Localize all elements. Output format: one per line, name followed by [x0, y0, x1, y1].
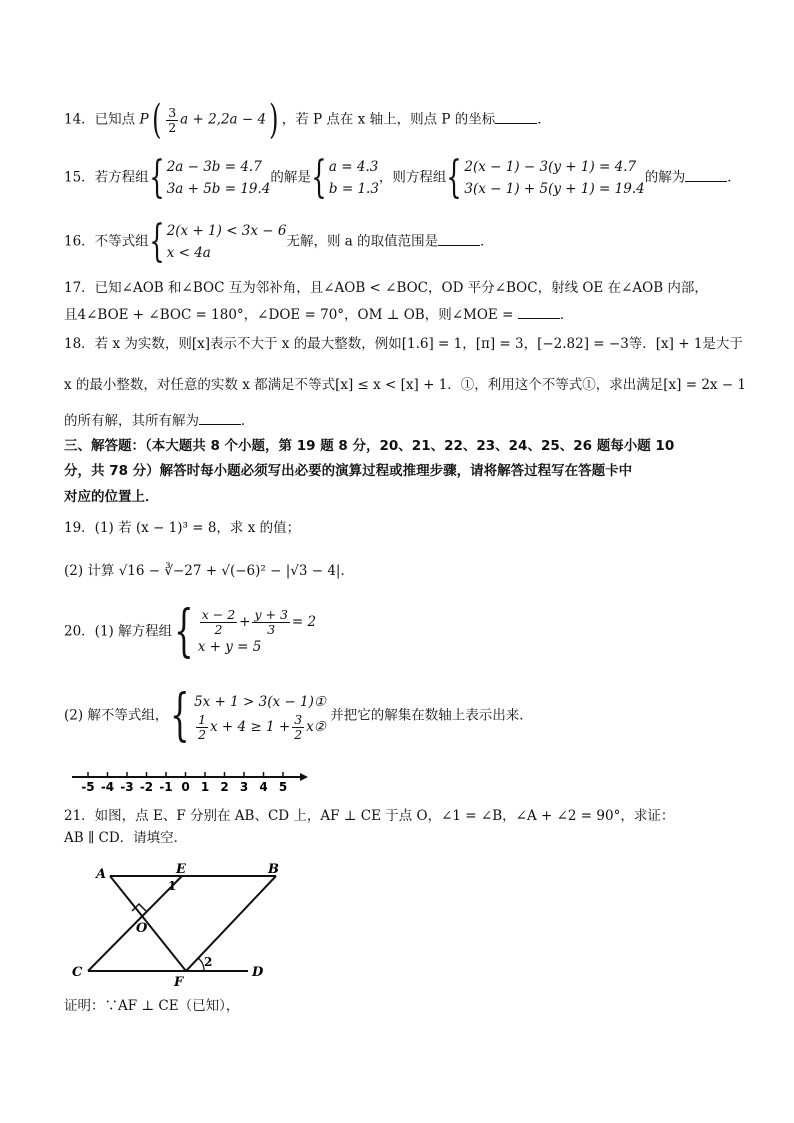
q16-tail: 无解，则 a 的取值范围是 [286, 233, 439, 250]
question-18-line-2: x 的最小整数，对任意的实数 x 都满足不等式[x] ≤ x < [x] + 1．①，利用这个不等式①，求出满足[x] = 2x − 1 [64, 377, 747, 393]
brace: { [174, 599, 194, 664]
q16-system: 2(x + 1) < 3x − 6 x < 4a [166, 223, 287, 261]
arrow-icon [300, 773, 308, 781]
answer-blank[interactable] [199, 410, 241, 425]
answer-blank[interactable] [495, 109, 537, 124]
label-A: A [96, 867, 107, 882]
q14-tail: ，若 P 点在 x 轴上，则点 P 的坐标 [281, 111, 496, 128]
question-19-part-1: 19．(1) 若 (x − 1)³ = 8，求 x 的值； [64, 520, 301, 536]
label-C: C [72, 965, 83, 980]
q15-label: 15．若方程组 [64, 169, 149, 186]
q15-solution: a = 4.3 b = 1.3 [328, 159, 379, 197]
number-line [72, 764, 312, 794]
section-3-line-2: 分，共 78 分）解答时每小题必须写出必要的演算过程或推理步骤，请将解答过程写在答题卡中 [64, 463, 633, 479]
label-O: O [136, 921, 148, 936]
fraction-3-2: $\frac{3}{2}$ [168, 104, 177, 135]
q14-label: 14．已知点 [64, 111, 136, 128]
question-17-line-2: 且4∠BOE + ∠BOC = 180°，∠DOE = 70°，OM ⊥ OB，则∠MOE = ． [64, 304, 573, 324]
proof-line-1: 证明：∵AF ⊥ CE（已知）， [64, 998, 240, 1014]
question-21-line-1: 21．如图，点 E、F 分别在 AB、CD 上，AF ⊥ CE 于点 O，∠1 = ∠B，∠A + ∠2 = 90°，求证： [64, 808, 675, 824]
q16-end: ． [480, 233, 494, 250]
left-paren: ( [151, 97, 162, 143]
number-line-label: 5 [278, 780, 288, 794]
q14-coords: a + 2,2a − 4 [180, 111, 267, 128]
answer-blank[interactable] [438, 231, 480, 246]
q15-tail: 的解为 [644, 169, 686, 186]
question-19-part-2: (2) 计算 √16 − ∛−27 + √(−6)² − |√3 − 4|． [64, 563, 354, 579]
number-line-label: -4 [100, 780, 115, 794]
segment-FB [186, 876, 276, 971]
question-17-line-1: 17．已知∠AOB 和∠BOC 互为邻补角，且∠AOB < ∠BOC，OD 平分∠BOC，射线 OE 在∠AOB 内部， [64, 280, 708, 296]
number-line-label: -5 [81, 780, 95, 794]
q20-p2-label: (2) 解不等式组， [64, 707, 169, 724]
number-line-label: -2 [139, 780, 154, 794]
brace: { [311, 152, 327, 203]
q15-mid: 的解是 [270, 169, 311, 186]
q14-end: ． [537, 111, 551, 128]
label-2: 2 [204, 955, 213, 969]
number-line-label: 0 [181, 780, 190, 794]
section-3-line-3: 对应的位置上． [64, 489, 159, 505]
q14-P: P [139, 111, 149, 128]
q20-inequalities: 5x + 1 > 3(x − 1)① $\frac{1}{2}$ x + 4 ≥ 1 + $\frac{3}{2}$ x② [194, 693, 326, 742]
label-1: 1 [168, 879, 177, 893]
question-15 [64, 152, 741, 203]
answer-blank[interactable] [518, 304, 560, 319]
label-F: F [174, 975, 184, 988]
geometry-figure [66, 858, 296, 988]
label-B: B [268, 862, 279, 877]
label-D: D [252, 965, 264, 980]
question-16 [64, 216, 494, 267]
brace: { [446, 152, 463, 203]
number-line-label: -1 [159, 780, 173, 794]
question-21-line-2: AB ∥ CD．请填空． [64, 830, 188, 846]
brace: { [148, 216, 165, 267]
label-E: E [176, 862, 186, 877]
question-18-line-1: 18．若 x 为实数，则[x]表示不大于 x 的最大整数，例如[1.6] = 1，[π] = 3，[−2.82] = −3等．[x] + 1是大于 [64, 336, 743, 352]
question-18-line-3: 的所有解，其所有解为 ． [64, 410, 255, 430]
q20-p1-label: 20．(1) 解方程组 [64, 623, 173, 640]
number-line-label: 3 [239, 780, 249, 794]
q16-label: 16．不等式组 [64, 233, 149, 250]
right-paren: ) [269, 97, 279, 143]
question-20-part-1 [64, 599, 317, 664]
number-line-label: 2 [220, 780, 229, 794]
q20-system: $\frac{x - 2}{2}$ + $\frac{y + 3}{3}$ = 2 x + y = 5 [197, 606, 317, 655]
q15-mid2: ，则方程组 [378, 169, 447, 186]
q15-end: ． [727, 169, 741, 186]
answer-blank[interactable] [685, 167, 727, 182]
number-line-label: 4 [259, 780, 268, 794]
brace: { [170, 683, 191, 748]
section-3-line-1: 三、解答题：（本大题共 8 个小题，第 19 题 8 分，20、21、22、23、24、25、26 题每小题 10 [64, 438, 675, 454]
question-14 [64, 97, 551, 143]
q15-system-1: 2a − 3b = 4.7 3a + 5b = 19.4 [166, 159, 271, 197]
q15-system-2: 2(x − 1) − 3(y + 1) = 4.7 3(x − 1) + 5(y + 1) = 19.4 [464, 159, 645, 197]
number-line-label: -3 [120, 780, 134, 794]
number-line-label: 1 [200, 780, 210, 794]
q20-p2-tail: 并把它的解集在数轴上表示出来． [330, 707, 533, 724]
question-20-part-2 [64, 683, 533, 748]
brace: { [148, 152, 165, 203]
